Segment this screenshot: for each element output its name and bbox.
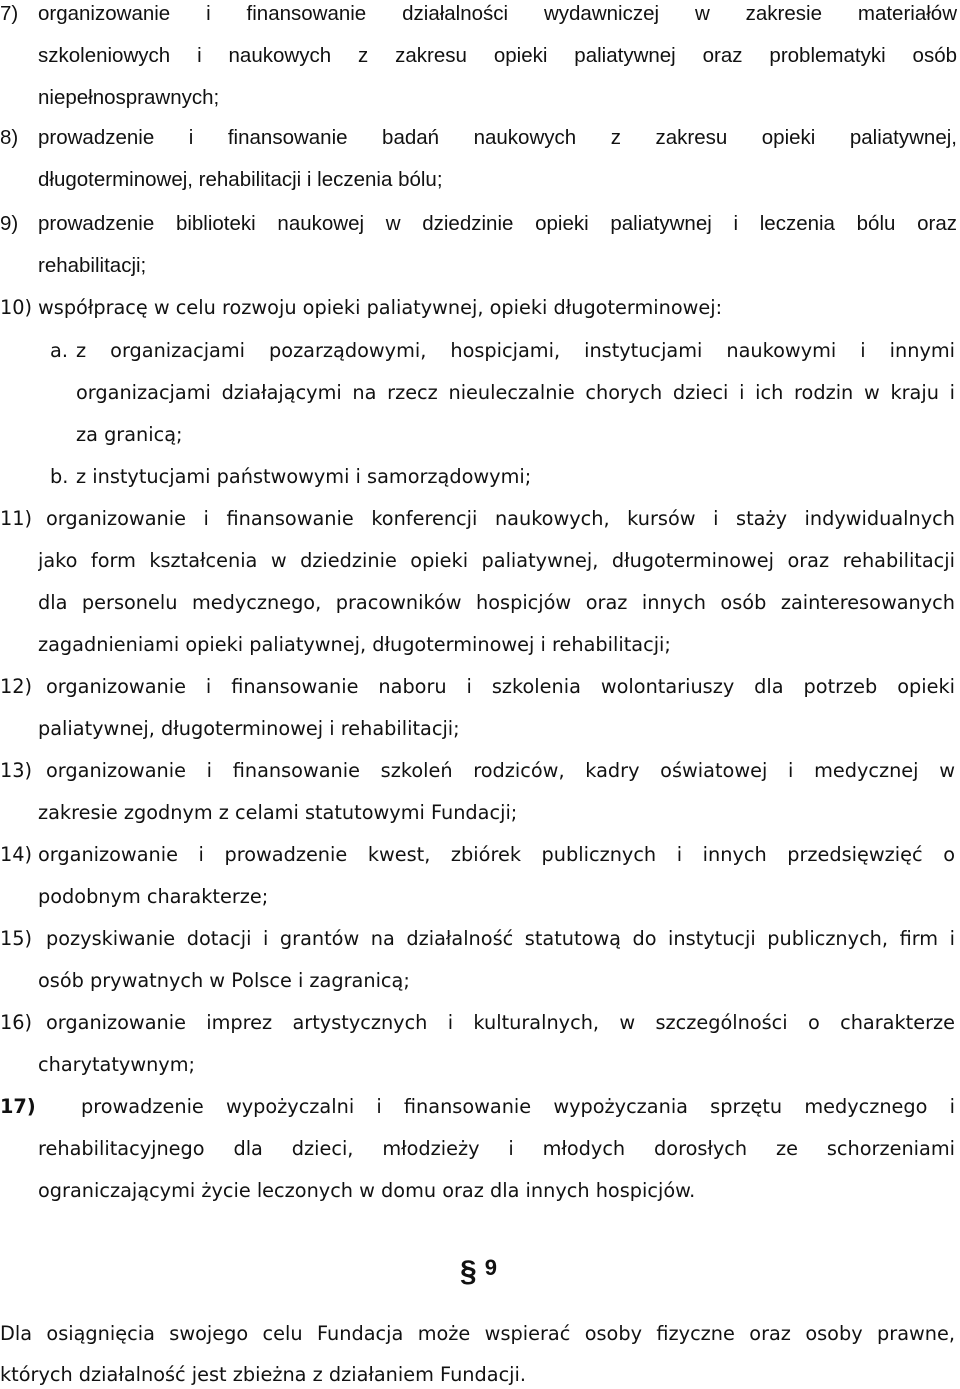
list-item-number: 10): [0, 296, 33, 319]
list-item-number: 13): [0, 759, 33, 782]
list-item-line: rehabilitacji;: [38, 254, 147, 277]
paragraph-line: Dla osiągnięcia swojego celu Fundacja może wspierać osoby fizyczne oraz osoby prawne,: [0, 1322, 955, 1345]
sub-item-line: za granicą;: [76, 423, 183, 446]
list-item-line: organizowanie imprez artystycznych i kulturalnych, w szczególności o charakterze: [46, 1011, 955, 1034]
list-item-line: jako form kształcenia w dziedzinie opieki paliatywnej, długoterminowej oraz rehabilitacji: [38, 549, 955, 572]
sub-item-line: z organizacjami pozarządowymi, hospicjami, instytucjami naukowymi i innymi: [76, 339, 955, 362]
list-item-number: 7): [0, 2, 19, 25]
sub-item-line: organizacjami działającymi na rzecz nieuleczalnie chorych dzieci i ich rodzin w kraju i: [76, 381, 955, 404]
list-item-line: organizowanie i finansowanie naboru i szkolenia wolontariuszy dla potrzeb opieki: [46, 675, 955, 698]
section-number: 9: [484, 1255, 497, 1280]
list-item-number: 12): [0, 675, 33, 698]
list-item-number: 8): [0, 126, 19, 149]
list-item-number: 16): [0, 1011, 33, 1034]
list-item-line: organizowanie i finansowanie konferencji naukowych, kursów i staży indywidualnych: [46, 507, 955, 530]
list-item-line: organizowanie i prowadzenie kwest, zbiórek publicznych i innych przedsięwzięć o: [38, 843, 955, 866]
list-item-number: 9): [0, 212, 19, 235]
paragraph-line: których działalność jest zbieżna z działaniem Fundacji.: [0, 1363, 527, 1386]
list-item-number: 14): [0, 843, 33, 866]
list-item-line: współpracę w celu rozwoju opieki paliatywnej, opieki długoterminowej:: [38, 296, 723, 319]
list-item-line: podobnym charakterze;: [38, 885, 269, 908]
list-item-line: szkoleniowych i naukowych z zakresu opieki paliatywnej oraz problematyki osób: [38, 44, 957, 67]
sub-item-line: z instytucjami państwowymi i samorządowymi;: [76, 465, 532, 488]
list-item-number: 17): [0, 1095, 36, 1118]
list-item-line: dla personelu medycznego, pracowników hospicjów oraz innych osób zainteresowanych: [38, 591, 955, 614]
list-item-line: ograniczającymi życie leczonych w domu oraz dla innych hospicjów.: [38, 1179, 696, 1202]
list-item-line: organizowanie i finansowanie działalności wydawniczej w zakresie materiałów: [38, 2, 957, 25]
list-item-line: paliatywnej, długoterminowej i rehabilitacji;: [38, 717, 460, 740]
list-item-line: osób prywatnych w Polsce i zagranicą;: [38, 969, 410, 992]
list-item-line: rehabilitacyjnego dla dzieci, młodzieży i młodych dorosłych ze schorzeniami: [38, 1137, 955, 1160]
sub-item-letter: a.: [50, 339, 68, 362]
list-item-number: 11): [0, 507, 33, 530]
sub-item-letter: b.: [50, 465, 69, 488]
list-item-line: charytatywnym;: [38, 1053, 195, 1076]
section-heading: [460, 1249, 497, 1288]
list-item-line: zakresie zgodnym z celami statutowymi Fundacji;: [38, 801, 518, 824]
list-item-line: prowadzenie biblioteki naukowej w dziedzinie opieki paliatywnej i leczenia bólu oraz: [38, 212, 957, 235]
list-item-line: prowadzenie wypożyczalni i finansowanie wypożyczania sprzętu medycznego i: [81, 1095, 955, 1118]
section-symbol: §: [460, 1255, 477, 1288]
list-item-number: 15): [0, 927, 33, 950]
list-item-line: niepełnosprawnych;: [38, 86, 220, 109]
list-item-line: prowadzenie i finansowanie badań naukowych z zakresu opieki paliatywnej,: [38, 126, 957, 149]
list-item-line: organizowanie i finansowanie szkoleń rodziców, kadry oświatowej i medycznej w: [46, 759, 955, 782]
list-item-line: długoterminowej, rehabilitacji i leczenia bólu;: [38, 168, 443, 191]
list-item-line: pozyskiwanie dotacji i grantów na działalność statutową do instytucji publicznych, firm i: [46, 927, 955, 950]
list-item-line: zagadnieniami opieki paliatywnej, długoterminowej i rehabilitacji;: [38, 633, 671, 656]
